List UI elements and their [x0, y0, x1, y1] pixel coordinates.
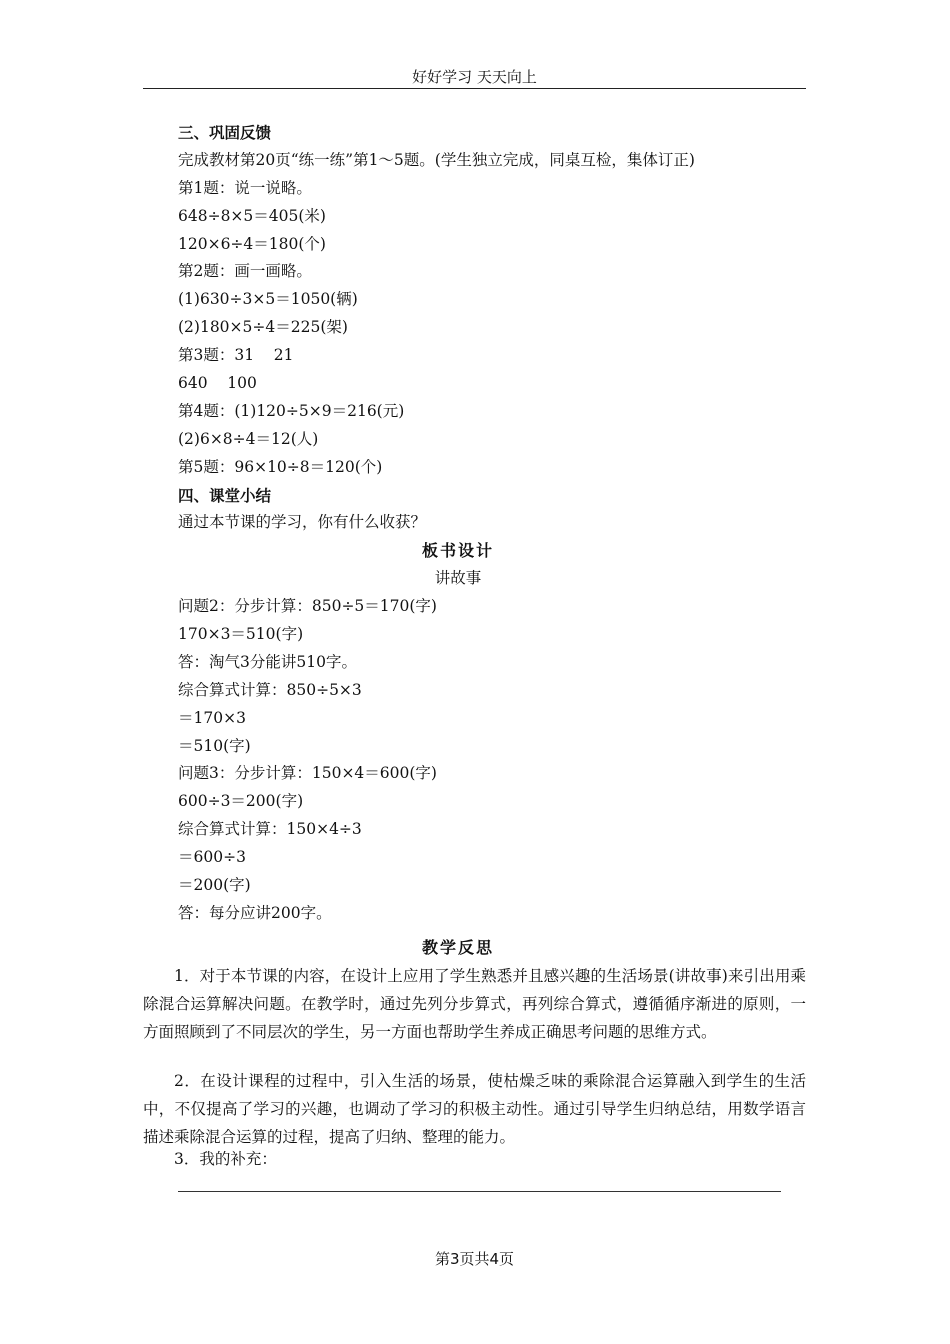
board-line: ＝510(字) [178, 736, 251, 755]
section-3-line: 第5题：96×10÷8＝120(个) [178, 457, 383, 476]
main-content [178, 119, 808, 928]
board-line: ＝170×3 [178, 708, 246, 727]
section-3-line: 120×6÷4＝180(个) [178, 234, 326, 253]
board-line: 问题2：分步计算：850÷5＝170(字) [178, 597, 437, 616]
fill-in-blank-line [178, 1191, 781, 1192]
section-4-title: 四、课堂小结 [178, 485, 272, 505]
board-line: ＝200(字) [178, 876, 251, 895]
section-3-line: 648÷8×5＝405(米) [178, 206, 326, 225]
board-line: 问题3：分步计算：150×4＝600(字) [178, 764, 437, 783]
page-header: 好好学习 天天向上 [412, 68, 537, 86]
board-line: ＝600÷3 [178, 848, 246, 867]
section-3-line: 640 100 [178, 374, 257, 393]
section-3-line: 完成教材第20页“练一练”第1～5题。(学生独立完成，同桌互检，集体订正) [178, 150, 695, 169]
section-3-line: 第2题：画一画略。 [178, 262, 312, 281]
board-line: 答：每分应讲200字。 [178, 903, 332, 922]
board-line: 答：淘气3分能讲510字。 [178, 652, 357, 671]
section-3-line: 第4题：(1)120÷5×9＝216(元) [178, 401, 405, 420]
board-title: 板书设计 [421, 541, 494, 561]
page-footer: 第3页共4页 [434, 1250, 515, 1268]
section-3-line: (1)630÷3×5＝1050(辆) [178, 290, 358, 309]
reflection-paragraph-2: 2．在设计课程的过程中，引入生活的场景，使枯燥乏味的乘除混合运算融入到学生的生活中，不仅提高了学习的兴趣，也调动了学习的积极主动性。通过引导学生归纳总结，用数学语言描述乘除混合运算的过程，提高了归纳、整理的能力。 [143, 1072, 806, 1146]
header-rule [143, 88, 806, 89]
section-3-line: 第1题：说一说略。 [178, 178, 312, 197]
board-line: 170×3＝510(字) [178, 625, 304, 644]
section-4-line: 通过本节课的学习，你有什么收获？ [178, 513, 427, 532]
board-subtitle: 讲故事 [434, 569, 482, 588]
section-3-line: 第3题：31 21 [178, 346, 294, 365]
section-3-line: (2)180×5÷4＝225(架) [178, 318, 348, 337]
section-3-title: 三、巩固反馈 [178, 123, 272, 142]
board-line: 600÷3＝200(字) [178, 792, 304, 811]
reflection-paragraph-1: 1．对于本节课的内容，在设计上应用了学生熟悉并且感兴趣的生活场景(讲故事)来引出用乘除混合运算解决问题。在教学时，通过先列分步算式，再列综合算式，遵循循序渐进的原则，一方面照顾到了不同层次的学生，另一方面也帮助学生养成正确思考问题的思维方式。 [143, 967, 806, 1041]
reflection-paragraph-3: 3．我的补充： [174, 1150, 277, 1168]
board-line: 综合算式计算：150×4÷3 [178, 820, 362, 839]
board-line: 综合算式计算：850÷5×3 [178, 680, 362, 699]
reflection-title: 教学反思 [421, 938, 494, 957]
section-3-line: (2)6×8÷4＝12(人) [178, 429, 319, 448]
